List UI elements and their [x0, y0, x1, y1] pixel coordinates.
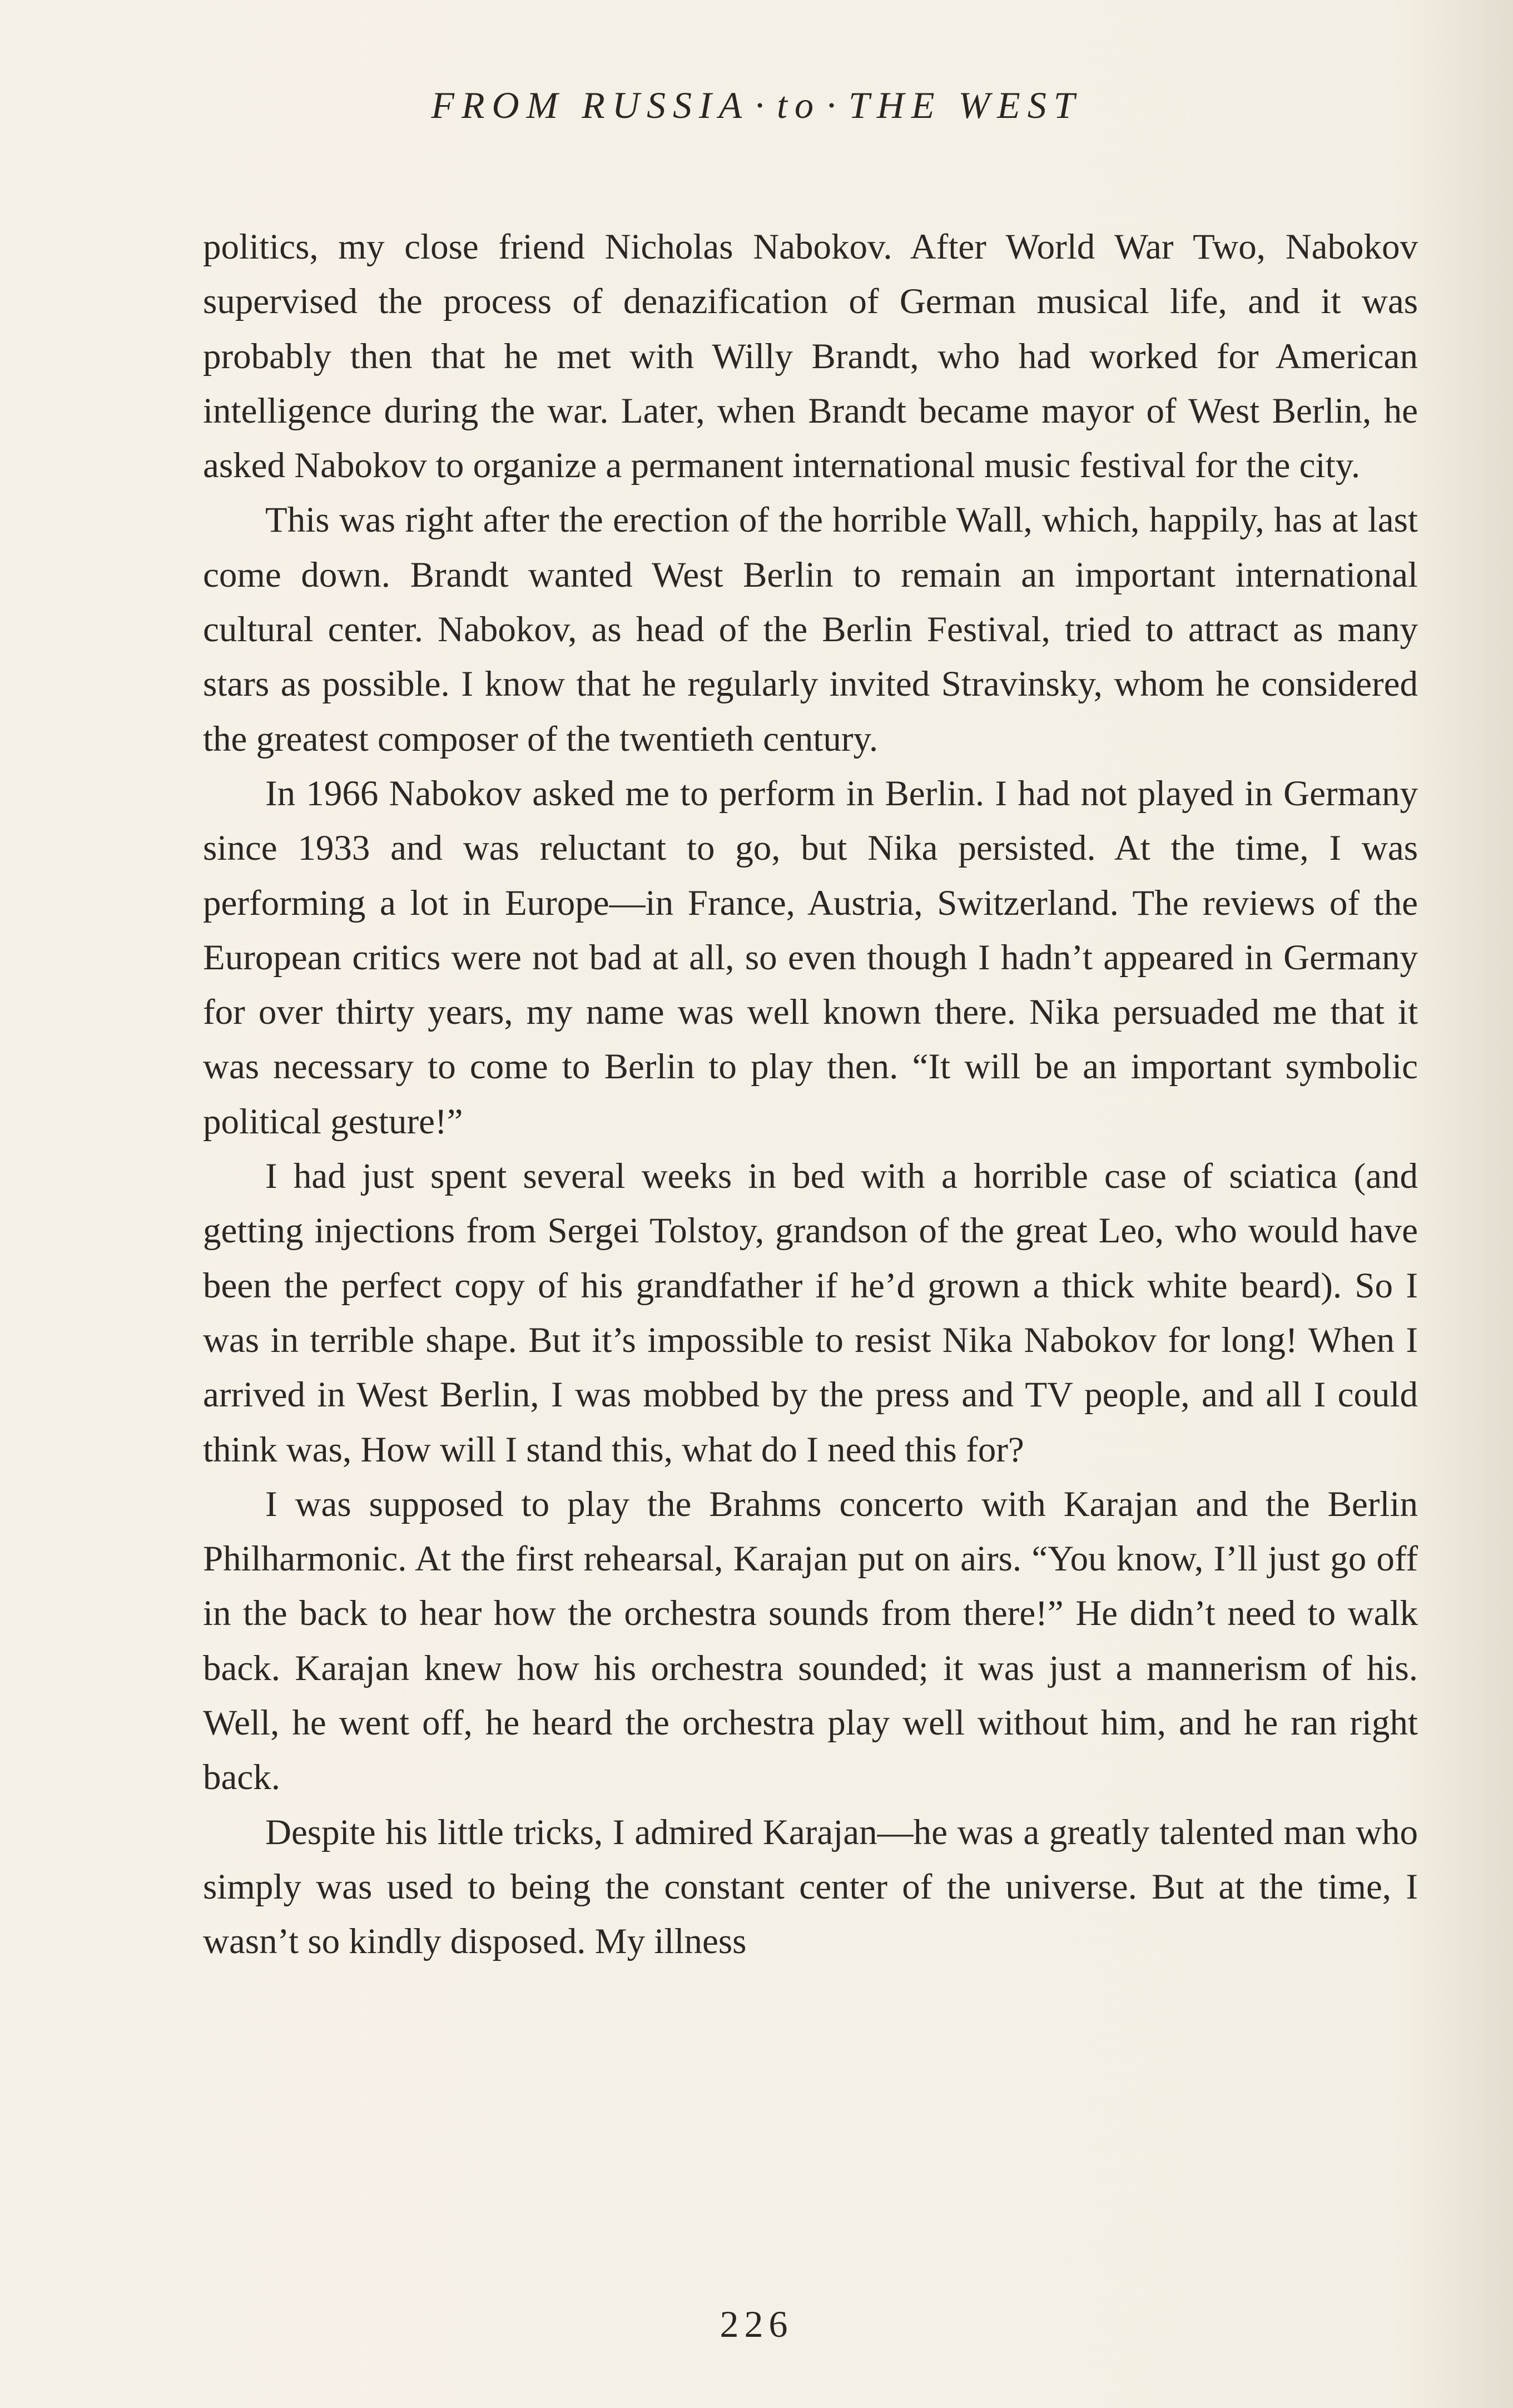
- paragraph-1: politics, my close friend Nicholas Nabokov. After World War Two, Nabokov supervised the process of denazification of German musical life, and it was probably then that he met with Willy Brandt, who had worked for American intelligence during the war. Later, when Brandt became mayor of West Berlin, he asked Nabokov to organize a permanent international music festival for the city.: [203, 227, 1418, 486]
- running-head-separator-1: ·: [755, 84, 772, 126]
- running-head: [0, 83, 1513, 127]
- paragraph-3: In 1966 Nabokov asked me to perform in Berlin. I had not played in Germany since 1933 and was reluctant to go, but Nika persisted. At the time, I was performing a lot in Europe—in France, Austria, Switzerland. The reviews of the European critics were not bad at all, so even though I hadn’t appeared in Germany for over thirty years, my name was well known there. Nika persuaded me that it was necessary to come to Berlin to play then. “It will be an important symbolic political gesture!”: [203, 773, 1418, 1142]
- running-head-part-2: to: [777, 84, 821, 126]
- running-head-part-1: FROM RUSSIA: [431, 84, 750, 126]
- page-number: 226: [720, 2303, 793, 2345]
- paragraph-6: Despite his little tricks, I admired Karajan—he was a greatly talented man who simply was used to being the constant center of the universe. But at the time, I wasn’t so kindly disposed. My illness: [203, 1812, 1418, 1962]
- running-head-separator-2: ·: [826, 84, 844, 126]
- paragraph-2: This was right after the erection of the horrible Wall, which, happily, has at last come down. Brandt wanted West Berlin to remain an important international cultural center. Nabokov, as head of the Berlin Festival, tried to attract as many stars as possible. I know that he regularly invited Stravinsky, whom he considered the greatest composer of the twentieth century.: [203, 500, 1418, 759]
- paragraph-4: I had just spent several weeks in bed with a horrible case of sciatica (and getting injections from Sergei Tolstoy, grandson of the great Leo, who would have been the perfect copy of his grandfather if he’d grown a thick white beard). So I was in terrible shape. But it’s impossible to resist Nika Nabokov for long! When I arrived in West Berlin, I was mobbed by the press and TV people, and all I could think was, How will I stand this, what do I need this for?: [203, 1156, 1418, 1470]
- paragraph-5: I was supposed to play the Brahms concerto with Karajan and the Berlin Philharmonic. At the first rehearsal, Karajan put on airs. “You know, I’ll just go off in the back to hear how the orchestra sounds from there!” He didn’t need to walk back. Karajan knew how his orchestra sounded; it was just a mannerism of his. Well, he went off, he heard the orchestra play well without him, and he ran right back.: [203, 1484, 1418, 1798]
- body-text: [203, 220, 1418, 1969]
- running-head-part-3: THE WEST: [849, 84, 1082, 126]
